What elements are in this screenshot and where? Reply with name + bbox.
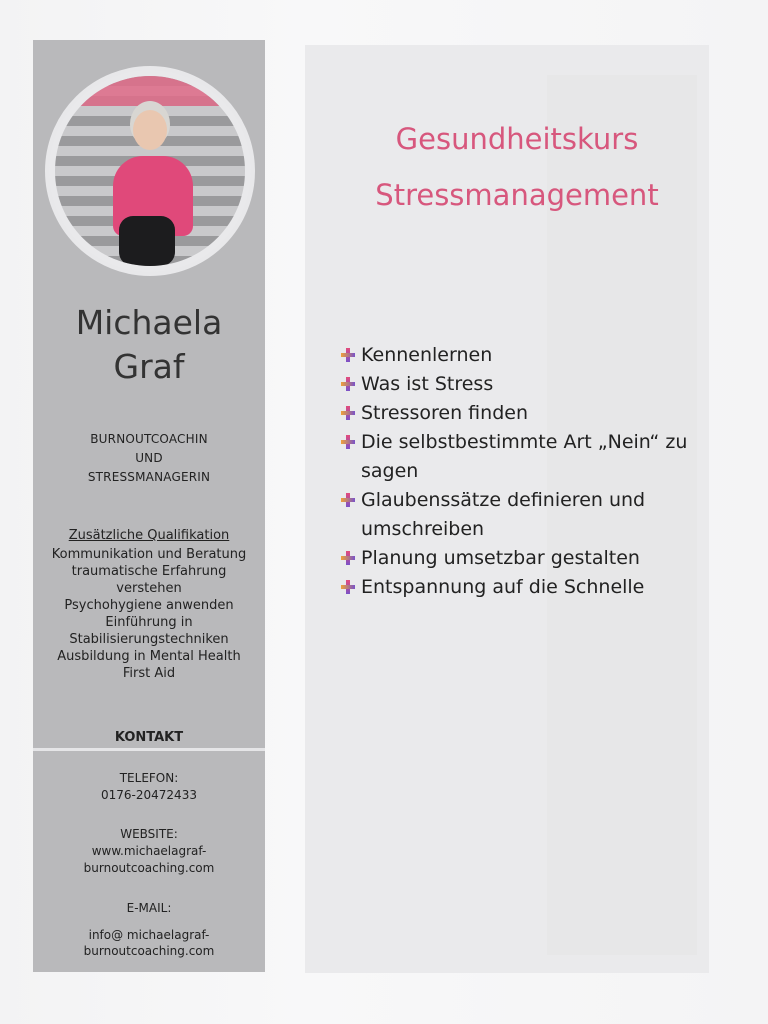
cross-bullet-icon	[341, 493, 355, 507]
cross-bullet-icon	[341, 406, 355, 420]
topic-text: Die selbstbestimmte Art „Nein“ zu sagen	[361, 431, 688, 482]
topic-text: Entspannung auf die Schnelle	[361, 576, 645, 598]
cross-bullet-icon	[341, 435, 355, 449]
cross-bullet-icon	[341, 580, 355, 594]
role-line-2: UND	[135, 451, 163, 465]
phone-label: TELEFON:	[119, 771, 179, 785]
qualification-item: First Aid	[122, 666, 176, 681]
topic-item	[339, 341, 699, 370]
topic-text: Glaubenssätze definieren und umschreiben	[361, 489, 646, 540]
qualification-item: Einführung in	[105, 615, 193, 630]
topic-item	[339, 544, 699, 573]
portrait-head	[133, 110, 167, 150]
qualification-item: traumatische Erfahrung	[71, 564, 227, 579]
role-line-1: BURNOUTCOACHIN	[90, 432, 208, 446]
topic-text: Stressoren finden	[361, 402, 528, 424]
topic-item	[339, 486, 699, 544]
role-line-3: STRESSMANAGERIN	[87, 470, 211, 484]
portrait-frame	[45, 66, 255, 276]
topic-text: Was ist Stress	[361, 373, 494, 395]
topic-list	[339, 341, 699, 602]
profile-first-name: Michaela	[75, 303, 223, 342]
qualification-item: Kommunikation und Beratung	[51, 547, 247, 562]
email-label: E-MAIL:	[126, 901, 172, 915]
topic-item	[339, 428, 699, 486]
email-link-line-1[interactable]: info@ michaelagraf-	[88, 928, 210, 942]
topic-item	[339, 573, 699, 602]
profile-last-name: Graf	[113, 347, 185, 386]
website-link-line-1[interactable]: www.michaelagraf-	[91, 844, 207, 858]
cross-bullet-icon	[341, 348, 355, 362]
qualification-item: verstehen	[116, 581, 182, 596]
email-link-line-2[interactable]: burnoutcoaching.com	[83, 944, 215, 958]
qualification-list	[33, 546, 265, 682]
contact-heading: KONTAKT	[114, 730, 184, 745]
phone-number[interactable]: 0176-20472433	[101, 788, 197, 802]
portrait-legs	[119, 216, 175, 266]
qualification-item: Psychohygiene anwenden	[64, 598, 234, 613]
website-label: WEBSITE:	[120, 827, 178, 841]
course-title-line-2: Stressmanagement	[375, 178, 659, 212]
topic-text: Planung umsetzbar gestalten	[361, 547, 640, 569]
course-title-line-1: Gesundheitskurs	[395, 122, 639, 156]
qualification-heading: Zusätzliche Qualifikation	[68, 528, 230, 543]
course-panel	[305, 45, 709, 973]
qualification-item: Stabilisierungstechniken	[69, 632, 229, 647]
cross-bullet-icon	[341, 377, 355, 391]
contact-divider	[33, 748, 265, 751]
topic-item	[339, 399, 699, 428]
topic-text: Kennenlernen	[361, 344, 493, 366]
profile-sidebar	[33, 40, 265, 972]
portrait-accent-arc	[55, 76, 245, 106]
cross-bullet-icon	[341, 551, 355, 565]
qualification-item: Ausbildung in Mental Health	[57, 649, 241, 664]
topic-item	[339, 370, 699, 399]
portrait-photo	[55, 76, 245, 266]
website-link-line-2[interactable]: burnoutcoaching.com	[83, 861, 215, 875]
